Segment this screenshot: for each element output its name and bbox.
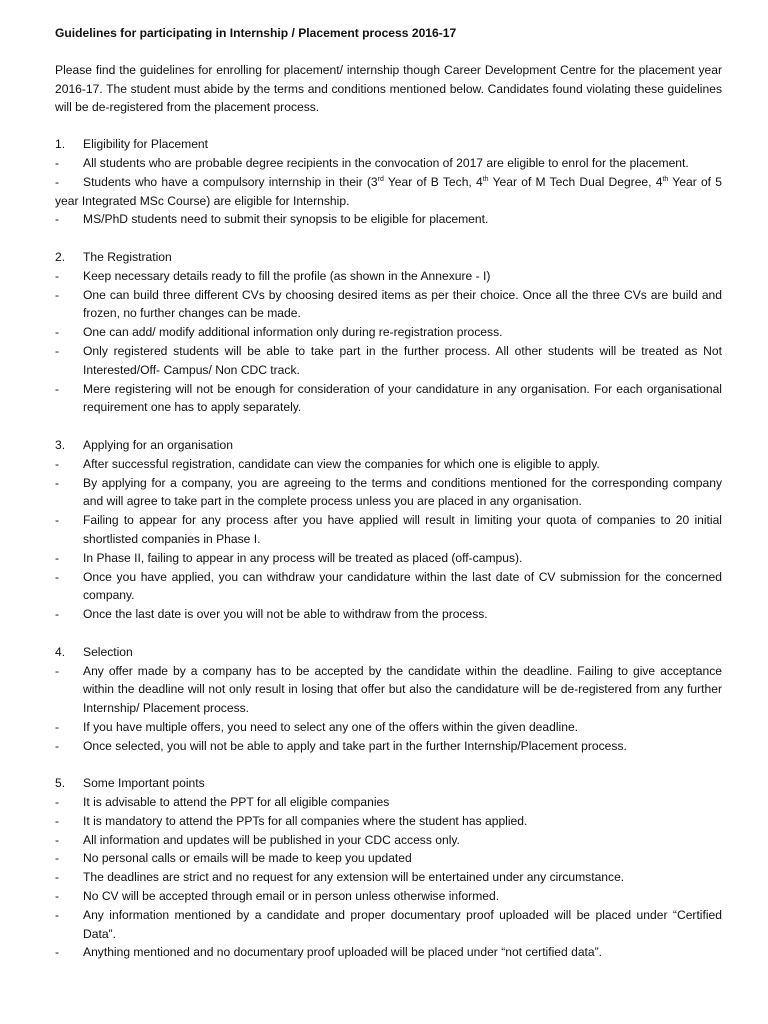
section-number: 4.	[55, 644, 66, 659]
section-2	[55, 248, 722, 417]
list-item-text: By applying for a company, you are agreeing to the terms and conditions mentioned for the corresponding company and will agree to take part in the complete process unless you are placed in any organisation.	[83, 475, 722, 509]
section-1	[55, 135, 722, 229]
bullet-dash: -	[55, 907, 60, 922]
bullet-dash: -	[55, 550, 60, 565]
list-item	[55, 943, 722, 962]
list-item-text: If you have multiple offers, you need to select any one of the offers within the given deadline.	[83, 719, 579, 734]
list-item-text: Any information mentioned by a candidate and proper documentary proof uploaded will be placed under “Certified Data”.	[83, 907, 722, 941]
list-item-text: Anything mentioned and no documentary proof uploaded will be placed under “not certified data”.	[83, 945, 603, 960]
list-item-text: After successful registration, candidate can view the companies for which one is eligible to apply.	[83, 456, 600, 471]
list-item-text: Mere registering will not be enough for consideration of your candidature in any organisation. For each organisational requirement one has to apply separately.	[83, 381, 722, 415]
list-item	[55, 286, 722, 324]
section-title: Eligibility for Placement	[83, 137, 209, 152]
list-item-text: Failing to appear for any process after you have applied will result in limiting your quota of companies to 20 initial shortlisted companies in Phase I.	[83, 513, 722, 546]
list-item	[55, 887, 722, 906]
list-item-text: Once the last date is over you will not be able to withdraw from the process.	[83, 607, 488, 622]
section-number: 2.	[55, 249, 66, 264]
bullet-dash: -	[55, 513, 60, 528]
bullet-dash: -	[55, 851, 60, 866]
bullet-dash: -	[55, 663, 60, 678]
section-heading	[55, 436, 722, 455]
list-item	[55, 849, 722, 868]
bullet-dash: -	[55, 569, 60, 584]
list-item-text: One can add/ modify additional information only during re-registration process.	[83, 325, 503, 340]
section-title: Applying for an organisation	[83, 437, 233, 452]
bullet-dash: -	[55, 795, 60, 810]
section-5	[55, 774, 722, 962]
list-item	[55, 455, 722, 474]
section-number: 1.	[55, 137, 66, 152]
list-item-text: All information and updates will be published in your CDC access only.	[83, 832, 460, 847]
list-item	[55, 380, 722, 418]
section-heading	[55, 643, 722, 662]
list-item-text: All students who are probable degree recipients in the convocation of 2017 are eligible to enrol for the placement.	[83, 155, 689, 170]
bullet-dash: -	[55, 832, 60, 847]
list-item-text: It is mandatory to attend the PPTs for all companies where the student has applied.	[83, 813, 528, 828]
list-item	[55, 906, 722, 944]
list-item-text: Only registered students will be able to take part in the further process. All other students will be treated as Not Interested/Off- Campus/ Non CDC track.	[83, 343, 722, 377]
bullet-dash: -	[55, 381, 60, 396]
list-item	[55, 812, 722, 831]
section-title: The Registration	[83, 249, 172, 264]
bullet-dash: -	[55, 325, 60, 340]
list-item-text: Any offer made by a company has to be accepted by the candidate within the deadline. Failing to give acceptance within the deadline will not only result in losing that offer but also the candidature will be de-registered from any further Internship/ Placement process.	[83, 663, 722, 716]
bullet-dash: -	[55, 870, 60, 885]
list-item	[55, 549, 722, 568]
list-item	[55, 718, 722, 737]
list-item	[55, 210, 722, 229]
bullet-dash: -	[55, 738, 60, 753]
list-item-text: In Phase II, failing to appear in any process will be treated as placed (off-campus).	[83, 550, 523, 565]
list-item-text: MS/PhD students need to submit their synopsis to be eligible for placement.	[83, 212, 489, 227]
list-item	[55, 793, 722, 812]
list-item-text: Students who have a compulsory internship in their (3rd Year of B Tech, 4th Year of M Tech Dual Degree, 4th Year of 5 year Integrated MSc Course) are eligible for Internship.	[55, 174, 722, 208]
bullet-dash: -	[55, 155, 60, 170]
sections-container	[55, 135, 722, 962]
section-number: 3.	[55, 437, 66, 452]
bullet-dash: -	[55, 456, 60, 471]
list-item	[55, 737, 722, 756]
list-item-text: Keep necessary details ready to fill the profile (as shown in the Annexure - I)	[83, 268, 491, 283]
list-item	[55, 267, 722, 286]
section-heading	[55, 248, 722, 267]
bullet-dash: -	[55, 719, 60, 734]
list-item	[55, 511, 722, 549]
list-item	[55, 323, 722, 342]
bullet-dash: -	[55, 889, 60, 904]
list-item	[55, 831, 722, 850]
list-item-text: Once selected, you will not be able to apply and take part in the further Internship/Placement process.	[83, 738, 627, 753]
bullet-dash: -	[55, 475, 60, 490]
list-item-text: No personal calls or emails will be made to keep you updated	[83, 851, 412, 866]
list-item	[55, 605, 722, 624]
list-item-text: It is advisable to attend the PPT for all eligible companies	[83, 795, 390, 810]
list-item	[55, 173, 722, 211]
bullet-dash: -	[55, 343, 60, 358]
bullet-dash: -	[55, 607, 60, 622]
list-item-text: No CV will be accepted through email or in person unless otherwise informed.	[83, 889, 500, 904]
list-item	[55, 342, 722, 380]
bullet-dash: -	[55, 287, 60, 302]
section-4	[55, 643, 722, 756]
bullet-dash: -	[55, 268, 60, 283]
list-item-text: One can build three different CVs by choosing desired items as per their choice. Once all the three CVs are build and frozen, no further changes can be made.	[83, 287, 722, 321]
list-item	[55, 474, 722, 512]
list-item	[55, 154, 722, 173]
bullet-dash: -	[55, 945, 60, 960]
section-title: Some Important points	[83, 776, 205, 791]
section-heading	[55, 774, 722, 793]
bullet-dash: -	[55, 174, 60, 189]
list-item-text: The deadlines are strict and no request for any extension will be entertained under any circumstance.	[83, 870, 625, 885]
document-title: Guidelines for participating in Internship / Placement process 2016-17	[55, 26, 457, 40]
section-number: 5.	[55, 776, 66, 791]
list-item-text: Once you have applied, you can withdraw your candidature within the last date of CV submission for the concerned company.	[83, 569, 722, 603]
list-item	[55, 662, 722, 718]
bullet-dash: -	[55, 212, 60, 227]
list-item	[55, 868, 722, 887]
intro-paragraph: Please find the guidelines for enrolling for placement/ internship though Career Development Centre for the placement year 2016-17. The student must abide by the terms and conditions mentioned below. Candidates found violating these guidelines will be de-registered from the placement process.	[55, 62, 722, 115]
bullet-dash: -	[55, 813, 60, 828]
section-heading	[55, 135, 722, 154]
section-3	[55, 436, 722, 624]
list-item	[55, 568, 722, 606]
section-title: Selection	[83, 644, 133, 659]
